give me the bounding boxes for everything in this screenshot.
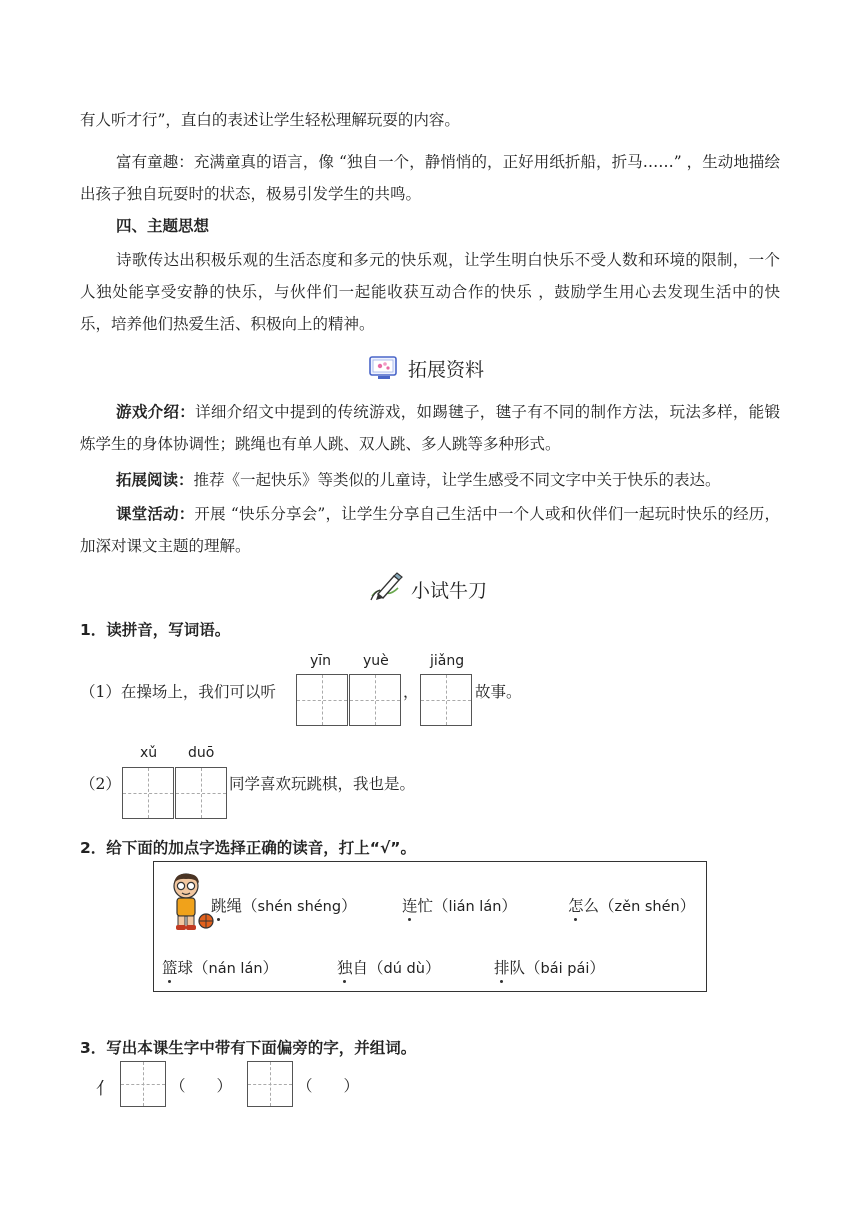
comma: ， bbox=[403, 683, 419, 701]
writing-grid-box[interactable] bbox=[296, 674, 348, 726]
section-title: 小试牛刀 bbox=[411, 580, 488, 602]
radical: 亻 bbox=[96, 1079, 113, 1099]
writing-grid-box[interactable] bbox=[420, 674, 472, 726]
pinyin: xǔ bbox=[140, 745, 158, 761]
question-line: 同学喜欢玩跳棋，我也是。 bbox=[229, 775, 416, 793]
question-3-title: 3．写出本课生字中带有下面偏旁的字，并组词。 bbox=[80, 1039, 417, 1057]
pinyin: yuè bbox=[363, 653, 389, 669]
question-line: （2） bbox=[80, 775, 121, 793]
question-line: （1）在操场上，我们可以听 bbox=[80, 683, 276, 701]
section-title: 拓展资料 bbox=[408, 359, 485, 381]
extension-item: 课堂活动：开展 “快乐分享会”，让学生分享自己生活中一个人或和伙伴们一起玩时快乐的经历，加深对课文主题的理解。 bbox=[80, 505, 780, 555]
book-screen-icon bbox=[369, 355, 399, 381]
paragraph: 诗歌传达出积极乐观的生活态度和多元的快乐观，让学生明白快乐不受人数和环境的限制，一个人独处能享受安静的快乐，与伙伴们一起能收获互动合作的快乐 ，鼓励学生用心去发现生活中的快乐，培养他们热爱生活、积极向上的精神。 bbox=[80, 251, 780, 333]
writing-grid-box[interactable] bbox=[349, 674, 401, 726]
question-1-title: 1．读拼音，写词语。 bbox=[80, 621, 231, 639]
paragraph: 富有童趣：充满童真的语言，像 “独自一个，静悄悄的，正好用纸折船，折马……” ，生动地描绘出孩子独自玩耍时的状态，极易引发学生的共鸣。 bbox=[80, 153, 780, 203]
reading-choice[interactable]: 怎么（zěn shén） bbox=[568, 897, 696, 915]
question-line: 故事。 bbox=[475, 683, 522, 701]
reading-choice[interactable]: 排队（bái pái） bbox=[494, 959, 605, 977]
pinyin: yīn bbox=[310, 653, 332, 669]
extension-item: 拓展阅读：推荐《一起快乐》等类似的儿童诗，让学生感受不同文字中关于快乐的表达。 bbox=[116, 471, 721, 489]
word-paren: （ ） bbox=[297, 1077, 360, 1095]
writing-grid-box[interactable] bbox=[247, 1061, 293, 1107]
writing-grid-box[interactable] bbox=[122, 767, 174, 819]
reading-choice[interactable]: 独自（dú dù） bbox=[337, 959, 441, 977]
writing-grid-box[interactable] bbox=[175, 767, 227, 819]
reading-choice[interactable]: 跳绳（shén shéng） bbox=[211, 897, 357, 915]
reading-choice[interactable]: 连忙（lián lán） bbox=[402, 897, 517, 915]
pinyin: duō bbox=[188, 745, 215, 761]
section-heading: 四、主题思想 bbox=[116, 217, 210, 235]
pencil-hand-icon bbox=[368, 570, 404, 602]
pinyin: jiǎng bbox=[430, 653, 465, 669]
writing-grid-box[interactable] bbox=[120, 1061, 166, 1107]
extension-item: 游戏介绍：详细介绍文中提到的传统游戏，如踢毽子，毽子有不同的制作方法，玩法多样，能锻炼学生的身体协调性；跳绳也有单人跳、双人跳、多人跳等多种形式。 bbox=[80, 403, 780, 453]
reading-choice[interactable]: 篮球（nán lán） bbox=[162, 959, 279, 977]
question-2-title: 2．给下面的加点字选择正确的读音，打上“√”。 bbox=[80, 839, 416, 857]
word-paren: （ ） bbox=[170, 1077, 233, 1095]
boy-basketball-icon bbox=[166, 871, 216, 933]
paragraph: 有人听才行”，直白的表述让学生轻松理解玩耍的内容。 bbox=[80, 111, 460, 129]
